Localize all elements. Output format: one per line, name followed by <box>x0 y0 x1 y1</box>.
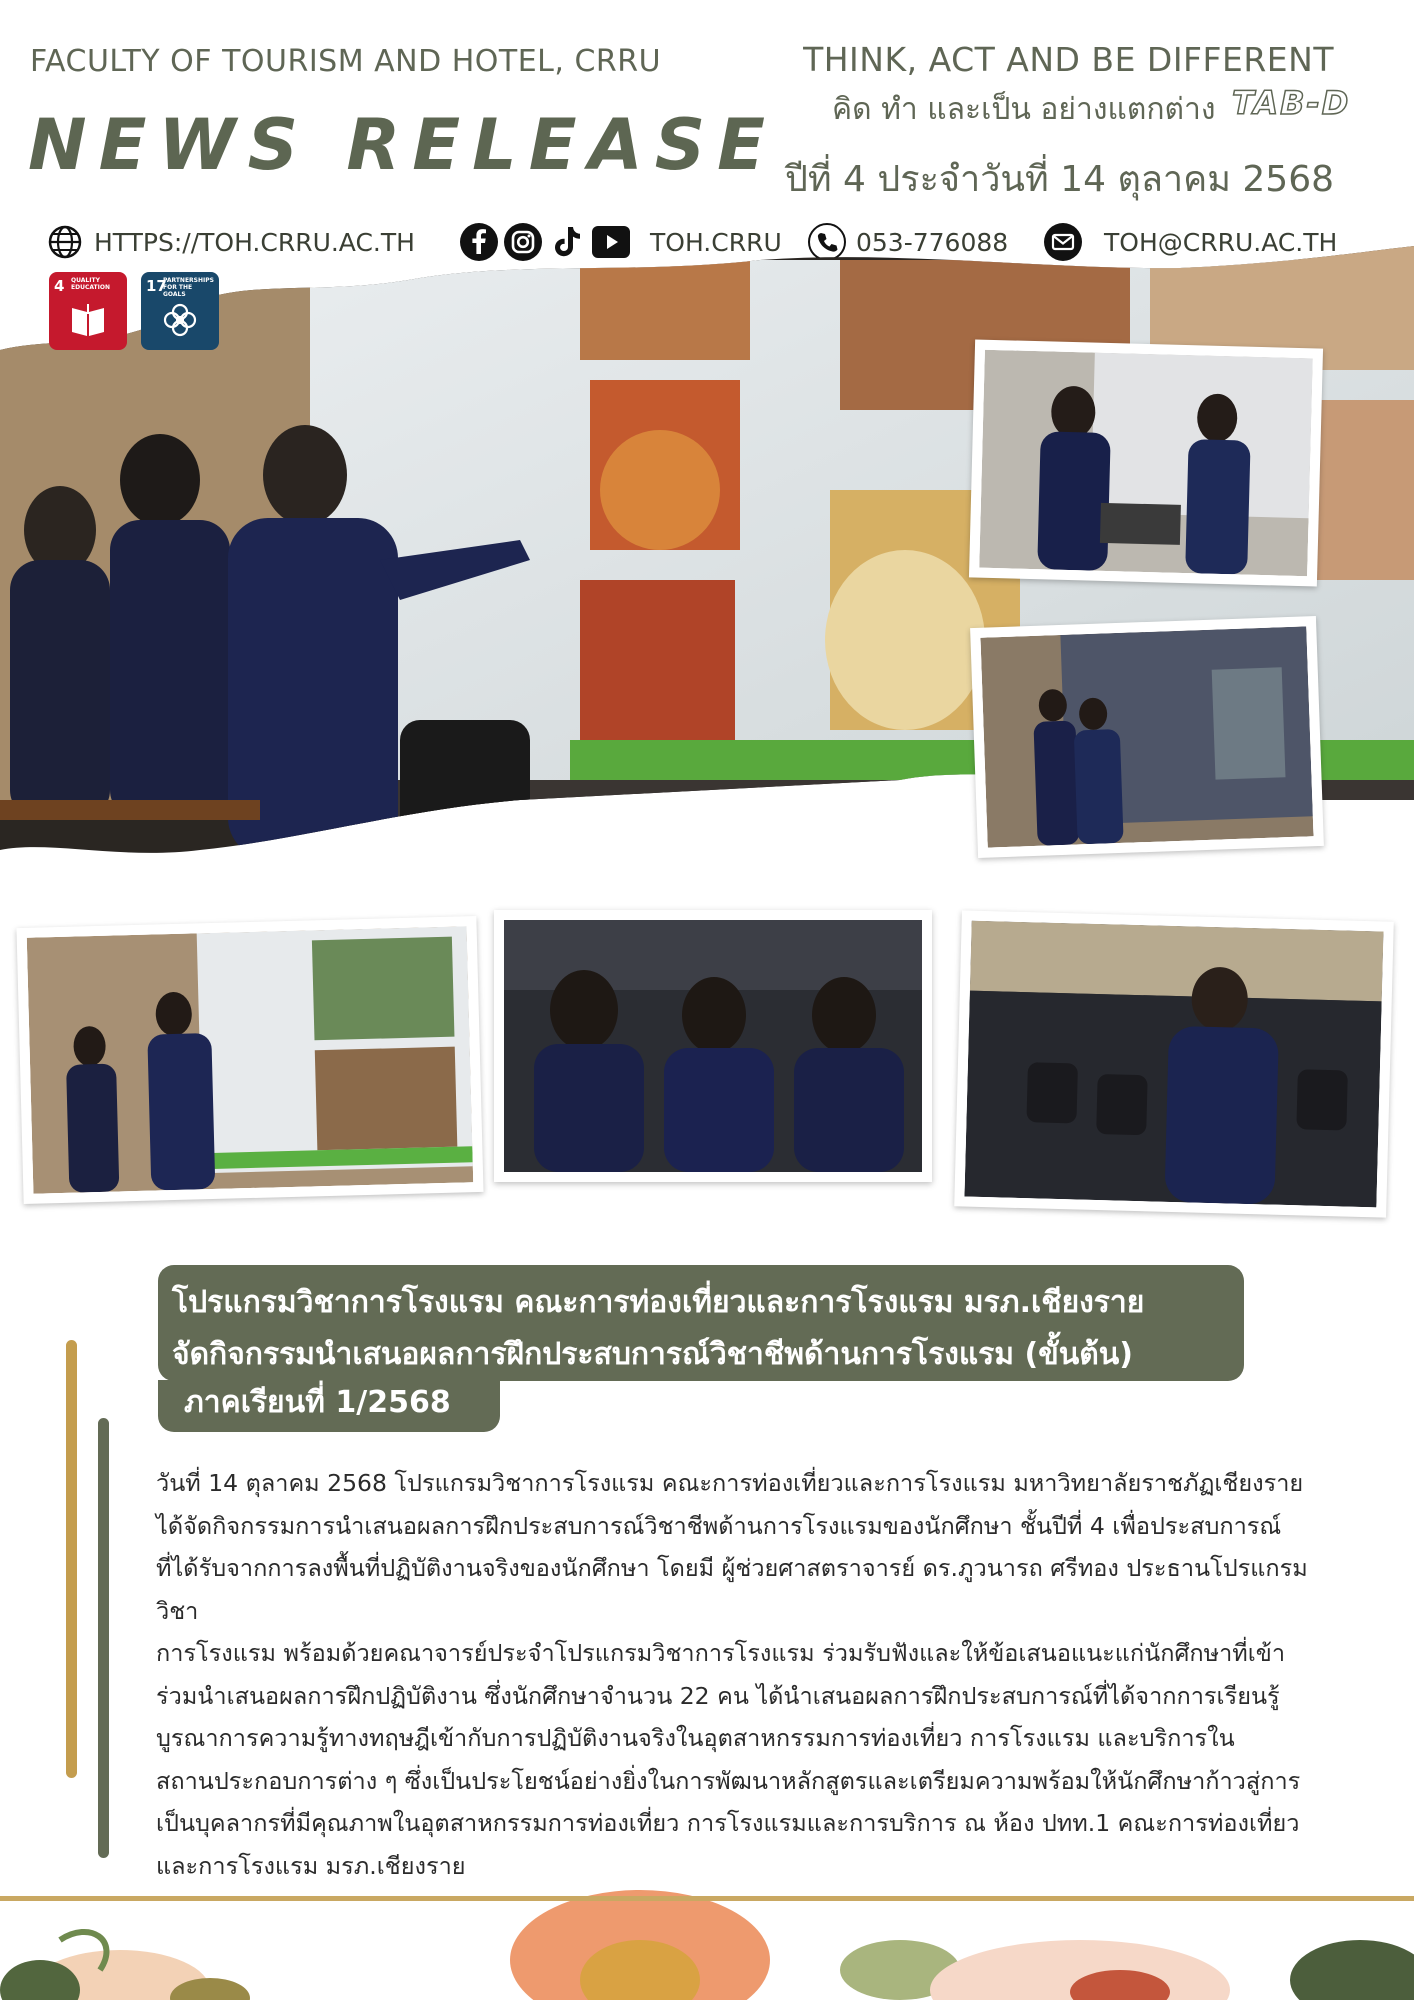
slogan-english: THINK, ACT AND BE DIFFERENT <box>803 40 1334 79</box>
sdg-17-number: 17 <box>146 277 167 295</box>
social-handle: TOH.CRRU <box>650 227 782 257</box>
sdg-badge-4 <box>49 272 127 350</box>
body-line: ที่ได้รับจากการลงพื้นที่ปฏิบัติงานจริงของนักศึกษา โดยมี ผู้ช่วยศาสตราจารย์ ดร.ภูวนารถ ศรีทอง ประธานโปรแกรมวิชา <box>156 1554 1308 1625</box>
inset-photo-presenters-1 <box>969 339 1323 586</box>
slogan-thai: คิด ทำ และเป็น อย่างแตกต่าง <box>832 92 1216 127</box>
accent-bar-gold <box>66 1340 77 1778</box>
masthead-title: NEWS RELEASE <box>28 104 777 186</box>
issue-date: ปีที่ 4 ประจำวันที่ 14 ตุลาคม 2568 <box>785 159 1334 200</box>
phone-number: 053-776088 <box>856 227 1009 257</box>
body-line: เป็นบุคลากรที่มีคุณภาพในอุตสาหกรรมการท่องเที่ยว การโรงแรมและการบริการ ณ ห้อง ปทท.1 คณะการท่องเที่ยว <box>156 1809 1300 1837</box>
sdg-badge-17 <box>141 272 219 350</box>
tab-d-logo: TAB-D <box>1232 84 1351 122</box>
inset-photo-presenters-2 <box>970 616 1324 858</box>
bottom-photo-audience <box>494 910 932 1182</box>
article-title-line-2: จัดกิจกรรมนำเสนอผลการฝึกประสบการณ์วิชาชีพด้านการโรงแรม (ขั้นต้น) <box>172 1337 1133 1372</box>
footer-rule <box>0 1896 1414 1901</box>
email-address: TOH@CRRU.AC.TH <box>1104 227 1338 257</box>
article-title-line-1: โปรแกรมวิชาการโรงแรม คณะการท่องเที่ยวและการโรงแรม มรภ.เชียงราย <box>172 1285 1145 1320</box>
faculty-name: FACULTY OF TOURISM AND HOTEL, CRRU <box>30 44 662 79</box>
body-line: บูรณาการความรู้ทางทฤษฎีเข้ากับการปฏิบัติงานจริงในอุตสาหกรรมการท่องเที่ยว การโรงแรม และบริการใน <box>156 1724 1235 1752</box>
website-text: HTTPS://TOH.CRRU.AC.TH <box>94 227 415 257</box>
sdg-4-label: QUALITY EDUCATION <box>71 277 110 291</box>
body-line: การโรงแรม พร้อมด้วยคณาจารย์ประจำโปรแกรมวิชาการโรงแรม ร่วมรับฟังและให้ข้อเสนอแนะแก่นักศึกษาที่เข้า <box>156 1639 1286 1667</box>
body-line: สถานประกอบการต่าง ๆ ซึ่งเป็นประโยชน์อย่างยิ่งในการพัฒนาหลักสูตรและเตรียมความพร้อมให้นักศึกษาก้าวสู่การ <box>156 1766 1301 1795</box>
accent-bar-olive <box>98 1418 109 1858</box>
bottom-photo-presentation <box>16 916 483 1204</box>
body-line: วันที่ 14 ตุลาคม 2568 โปรแกรมวิชาการโรงแรม คณะการท่องเที่ยวและการโรงแรม มหาวิทยาลัยราชภัฏเชียงราย <box>156 1469 1304 1497</box>
article-title-line-3: ภาคเรียนที่ 1/2568 <box>158 1380 500 1432</box>
body-line: ได้จัดกิจกรรมการนำเสนอผลการฝึกประสบการณ์วิชาชีพด้านการโรงแรมของนักศึกษา ชั้นปีที่ 4 เพื่อประสบการณ์ <box>156 1511 1282 1540</box>
sdg-17-label: PARTNERSHIPS FOR THE GOALS <box>163 277 214 298</box>
article-title-box <box>158 1265 1244 1381</box>
sdg-4-number: 4 <box>54 277 65 295</box>
body-line: ร่วมนำเสนอผลการฝึกปฏิบัติงาน ซึ่งนักศึกษาจำนวน 22 คน ได้นำเสนอผลการฝึกประสบการณ์ที่ได้จากการเรียนรู้ <box>156 1681 1280 1710</box>
article-body <box>156 1462 1336 1887</box>
bottom-photo-lecturer <box>954 910 1394 1217</box>
body-line: และการโรงแรม มรภ.เชียงราย <box>156 1851 466 1880</box>
